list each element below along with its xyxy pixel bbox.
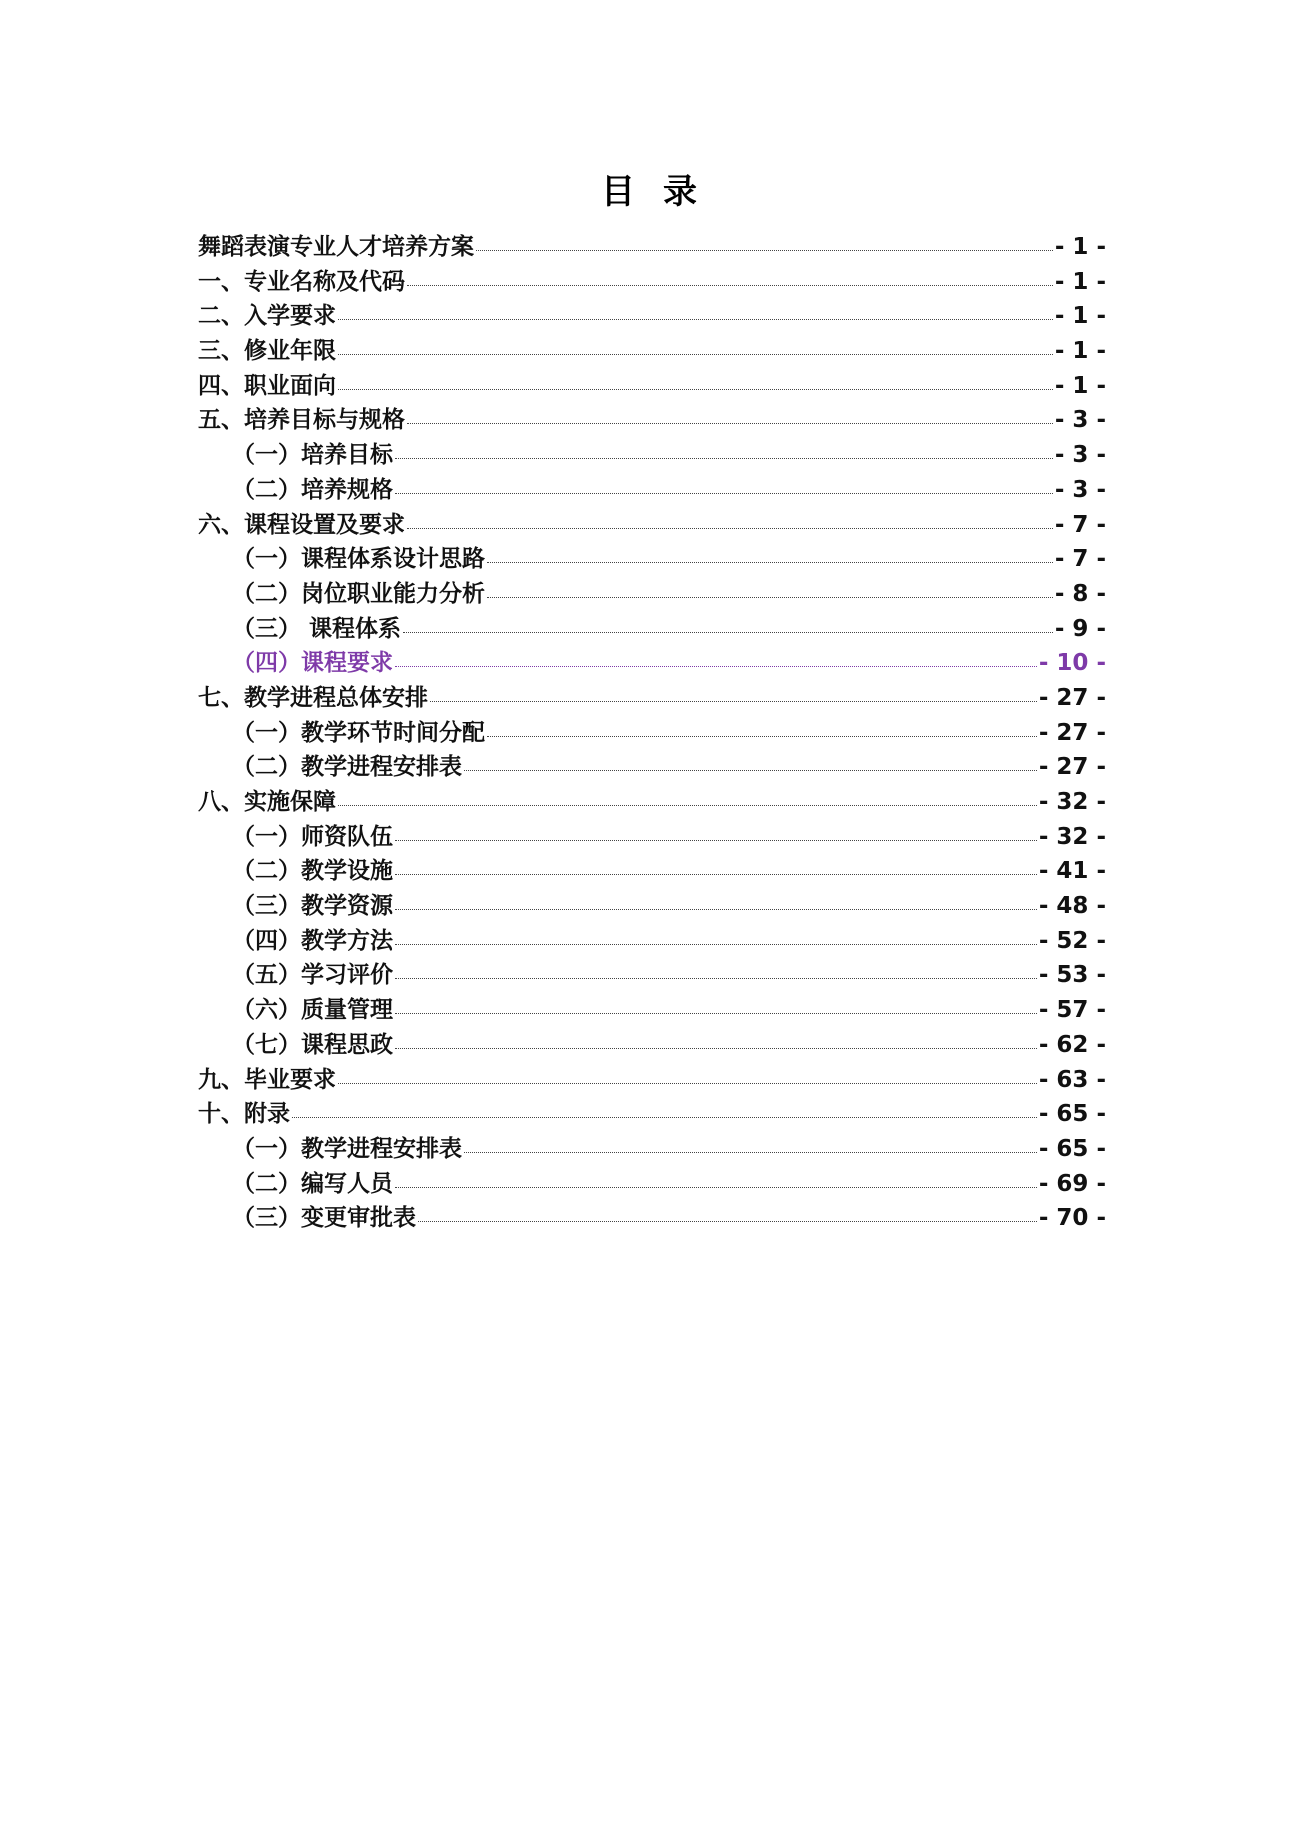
toc-page-number: - 1 - bbox=[1054, 338, 1106, 365]
toc-dot-leader bbox=[464, 770, 1037, 771]
toc-entry[interactable] bbox=[198, 748, 1106, 783]
toc-page-number: - 1 - bbox=[1054, 234, 1106, 260]
toc-entry-label: 六、课程设置及要求 bbox=[198, 511, 405, 538]
toc-dot-leader bbox=[407, 423, 1053, 424]
toc-dot-leader bbox=[338, 805, 1037, 806]
toc-entry[interactable] bbox=[198, 922, 1106, 957]
toc-entry[interactable] bbox=[198, 679, 1106, 714]
toc-page-number: - 27 - bbox=[1038, 719, 1106, 746]
toc-page-number: - 65 - bbox=[1038, 1135, 1106, 1162]
toc-page-number: - 69 - bbox=[1038, 1170, 1106, 1197]
toc-entry[interactable] bbox=[198, 506, 1106, 541]
toc-dot-leader bbox=[395, 944, 1037, 945]
toc-page-number: - 62 - bbox=[1038, 1031, 1106, 1058]
toc-page-number: - 1 - bbox=[1054, 268, 1106, 295]
toc-dot-leader bbox=[418, 1221, 1037, 1222]
toc-page-number: - 1 - bbox=[1054, 372, 1106, 399]
toc-page-number: - 3 - bbox=[1054, 476, 1106, 503]
toc-dot-leader bbox=[395, 874, 1037, 875]
toc-entry[interactable] bbox=[198, 1026, 1106, 1061]
toc-entry[interactable] bbox=[198, 610, 1106, 645]
toc-entry-label: 五、培养目标与规格 bbox=[198, 407, 405, 434]
toc-page-number: - 63 - bbox=[1038, 1066, 1106, 1093]
toc-page-number: - 7 - bbox=[1054, 511, 1106, 538]
toc-dot-leader bbox=[338, 319, 1053, 320]
toc-page-number: - 53 - bbox=[1038, 962, 1106, 989]
toc-dot-leader bbox=[395, 1187, 1037, 1188]
toc-entry[interactable] bbox=[198, 644, 1106, 679]
toc-page-number: - 65 - bbox=[1038, 1101, 1106, 1128]
toc-entry[interactable] bbox=[198, 540, 1106, 575]
toc-entry-label: （一）教学进程安排表 bbox=[232, 1135, 462, 1162]
toc-dot-leader bbox=[338, 1083, 1037, 1084]
toc-dot-leader bbox=[430, 701, 1037, 702]
toc-entry-label: 八、实施保障 bbox=[198, 789, 336, 815]
toc-entry-label: （二）编写人员 bbox=[232, 1170, 393, 1197]
toc-entry[interactable] bbox=[198, 367, 1106, 402]
toc-page-number: - 32 - bbox=[1038, 823, 1106, 850]
toc-entry-label: （三）教学资源 bbox=[232, 893, 393, 920]
toc-dot-leader bbox=[395, 840, 1037, 841]
toc-dot-leader bbox=[395, 1048, 1037, 1049]
toc-dot-leader bbox=[338, 389, 1053, 390]
toc-dot-leader bbox=[395, 978, 1037, 979]
toc-entry-label: （一）师资队伍 bbox=[232, 823, 393, 850]
toc-entry-label: 十、附录 bbox=[198, 1101, 290, 1128]
toc-page-number: - 27 - bbox=[1038, 684, 1106, 711]
toc-dot-leader bbox=[487, 736, 1037, 737]
toc-dot-leader bbox=[487, 562, 1053, 563]
toc-entry[interactable] bbox=[198, 818, 1106, 853]
toc-entry-label: （二）岗位职业能力分析 bbox=[232, 580, 485, 607]
toc-list bbox=[198, 228, 1106, 1234]
toc-title: 目录 bbox=[601, 172, 725, 212]
toc-dot-leader bbox=[292, 1117, 1037, 1118]
toc-page-number: - 70 - bbox=[1038, 1205, 1106, 1232]
toc-page-number: - 48 - bbox=[1038, 893, 1106, 920]
toc-entry[interactable] bbox=[198, 1165, 1106, 1200]
toc-entry[interactable] bbox=[198, 575, 1106, 610]
toc-entry-label: （二）教学设施 bbox=[232, 858, 393, 885]
toc-entry-label: 舞蹈表演专业人才培养方案 bbox=[198, 234, 474, 260]
toc-page-number: - 52 - bbox=[1038, 927, 1106, 954]
toc-dot-leader bbox=[338, 354, 1053, 355]
toc-entry[interactable] bbox=[198, 332, 1106, 367]
toc-entry[interactable] bbox=[198, 297, 1106, 332]
toc-entry[interactable] bbox=[198, 1199, 1106, 1234]
toc-entry[interactable] bbox=[198, 1130, 1106, 1165]
toc-entry[interactable] bbox=[198, 783, 1106, 818]
toc-dot-leader bbox=[487, 597, 1053, 598]
toc-entry-label: （一）培养目标 bbox=[232, 442, 393, 469]
toc-page-number: - 1 - bbox=[1054, 303, 1106, 330]
toc-entry-label: （三） 课程体系 bbox=[232, 615, 402, 642]
toc-dot-leader bbox=[395, 666, 1037, 667]
toc-entry-label: （六）质量管理 bbox=[232, 997, 393, 1024]
toc-entry[interactable] bbox=[198, 263, 1106, 298]
toc-entry-label: 七、教学进程总体安排 bbox=[198, 684, 428, 711]
toc-entry-label: （一）教学环节时间分配 bbox=[232, 719, 485, 746]
toc-dot-leader bbox=[395, 1013, 1037, 1014]
toc-entry-label: （二）教学进程安排表 bbox=[232, 754, 462, 781]
toc-dot-leader bbox=[395, 493, 1053, 494]
toc-dot-leader bbox=[407, 528, 1053, 529]
toc-page-number: - 7 - bbox=[1054, 546, 1106, 573]
toc-entry-label: 三、修业年限 bbox=[198, 338, 336, 365]
toc-page-number: - 32 - bbox=[1038, 789, 1106, 815]
toc-page-number: - 3 - bbox=[1054, 442, 1106, 469]
toc-entry[interactable] bbox=[198, 852, 1106, 887]
toc-entry[interactable] bbox=[198, 887, 1106, 922]
toc-entry[interactable] bbox=[198, 471, 1106, 506]
toc-entry[interactable] bbox=[198, 1095, 1106, 1130]
toc-entry-label: （一）课程体系设计思路 bbox=[232, 546, 485, 573]
toc-entry-label: 一、专业名称及代码 bbox=[198, 268, 405, 295]
toc-entry-label: （三）变更审批表 bbox=[232, 1205, 416, 1232]
toc-page-number: - 3 - bbox=[1054, 407, 1106, 434]
toc-entry-label: 二、入学要求 bbox=[198, 303, 336, 330]
toc-dot-leader bbox=[407, 285, 1053, 286]
toc-entry[interactable] bbox=[198, 436, 1106, 471]
toc-page-number: - 41 - bbox=[1038, 858, 1106, 885]
toc-entry-label: 四、职业面向 bbox=[198, 372, 336, 399]
toc-entry-label: 九、毕业要求 bbox=[198, 1066, 336, 1093]
toc-dot-leader bbox=[395, 909, 1037, 910]
toc-entry[interactable] bbox=[198, 1061, 1106, 1096]
toc-dot-leader bbox=[464, 1152, 1037, 1153]
toc-entry-label: （五）学习评价 bbox=[232, 962, 393, 989]
toc-entry[interactable] bbox=[198, 228, 1106, 263]
toc-page-number: - 57 - bbox=[1038, 997, 1106, 1024]
toc-entry-label: （四）课程要求 bbox=[232, 650, 393, 677]
toc-page-number: - 10 - bbox=[1038, 650, 1106, 677]
toc-page-number: - 27 - bbox=[1038, 754, 1106, 781]
toc-entry[interactable] bbox=[198, 714, 1106, 749]
toc-dot-leader bbox=[476, 250, 1053, 251]
toc-entry-label: （七）课程思政 bbox=[232, 1031, 393, 1058]
toc-entry-label: （二）培养规格 bbox=[232, 476, 393, 503]
toc-entry[interactable] bbox=[198, 956, 1106, 991]
toc-dot-leader bbox=[395, 458, 1053, 459]
toc-dot-leader bbox=[403, 632, 1053, 633]
toc-entry[interactable] bbox=[198, 991, 1106, 1026]
toc-entry-label: （四）教学方法 bbox=[232, 927, 393, 954]
toc-page-number: - 9 - bbox=[1054, 615, 1106, 642]
toc-page-number: - 8 - bbox=[1054, 580, 1106, 607]
toc-entry[interactable] bbox=[198, 401, 1106, 436]
